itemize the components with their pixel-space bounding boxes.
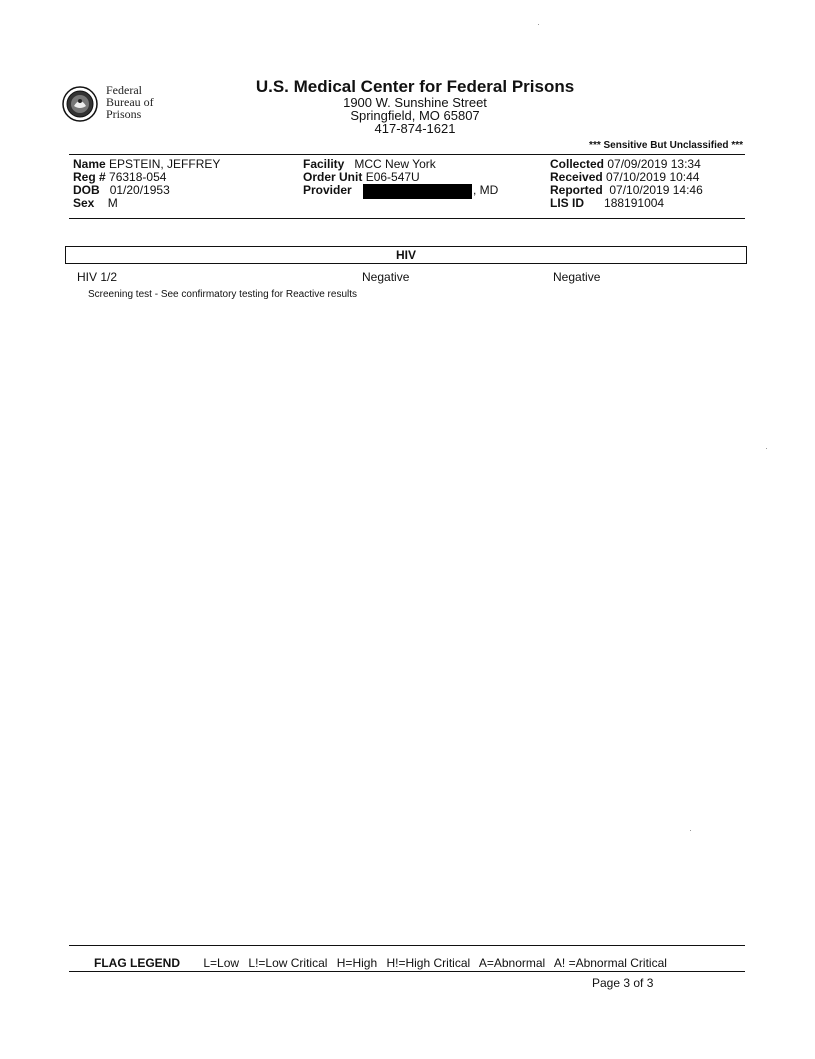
agency-line-3: Prisons <box>106 107 142 121</box>
bop-logo <box>62 84 182 124</box>
collected-value: 07/09/2019 13:34 <box>607 157 701 171</box>
scan-speck <box>766 448 767 449</box>
info-divider <box>69 218 745 219</box>
order-info <box>303 158 533 197</box>
reg-number: 76318-054 <box>109 170 167 184</box>
legend-item: A=Abnormal <box>478 956 546 970</box>
doj-seal-icon <box>62 86 98 122</box>
scan-speck <box>690 830 691 831</box>
facility-label: Facility <box>303 157 345 171</box>
legend-top-divider <box>69 945 745 946</box>
agency-name <box>106 84 154 120</box>
agency-line-1: Federal <box>106 83 142 97</box>
test-note: Screening test - See confirmatory testing for Reactive results <box>88 289 358 300</box>
provider-redaction <box>363 184 472 199</box>
reported-value: 07/10/2019 14:46 <box>609 183 703 197</box>
test-result: Negative <box>362 270 410 284</box>
agency-line-2: Bureau of <box>106 95 154 109</box>
legend-label: FLAG LEGEND <box>94 956 180 970</box>
legend-item: H=High <box>336 956 378 970</box>
sex-label: Sex <box>73 196 95 210</box>
received-label: Received <box>550 170 603 184</box>
order-unit-label: Order Unit <box>303 170 363 184</box>
patient-info <box>73 158 273 210</box>
legend-item: A! =Abnormal Critical <box>553 956 667 970</box>
address-street: 1900 W. Sunshine Street <box>343 95 487 110</box>
legend-item: H!=High Critical <box>386 956 471 970</box>
facility-title: U.S. Medical Center for Federal Prisons <box>255 77 575 96</box>
sex-value: M <box>107 196 118 210</box>
provider-label: Provider <box>303 183 352 197</box>
header-divider <box>69 154 745 155</box>
classification-banner: *** Sensitive But Unclassified *** <box>589 140 743 151</box>
legend-item: L!=Low Critical <box>248 956 328 970</box>
section-title: HIV <box>395 248 416 262</box>
name-label: Name <box>73 157 106 171</box>
lis-value: 188191004 <box>604 196 665 210</box>
legend-item: L=Low <box>203 956 240 970</box>
dob-value: 01/20/1953 <box>109 183 170 197</box>
scan-speck <box>538 24 539 25</box>
dob-label: DOB <box>73 183 100 197</box>
address-phone: 417-874-1621 <box>374 121 456 136</box>
provider-suffix: , MD <box>473 183 499 197</box>
facility-value: MCC New York <box>354 157 436 171</box>
address-city: Springfield, MO 65807 <box>350 108 480 123</box>
test-reference: Negative <box>553 270 601 284</box>
reg-label: Reg # <box>73 170 106 184</box>
reported-label: Reported <box>550 183 603 197</box>
order-unit-value: E06-547U <box>365 170 420 184</box>
dates-info <box>550 158 750 210</box>
collected-label: Collected <box>550 157 605 171</box>
received-value: 07/10/2019 10:44 <box>606 170 700 184</box>
page-number: Page 3 of 3 <box>592 976 654 990</box>
section-header <box>65 246 747 264</box>
legend-bottom-divider <box>69 971 745 972</box>
flag-legend <box>94 956 673 970</box>
test-name: HIV 1/2 <box>77 270 118 284</box>
lis-label: LIS ID <box>550 196 585 210</box>
patient-name: EPSTEIN, JEFFREY <box>109 157 221 171</box>
